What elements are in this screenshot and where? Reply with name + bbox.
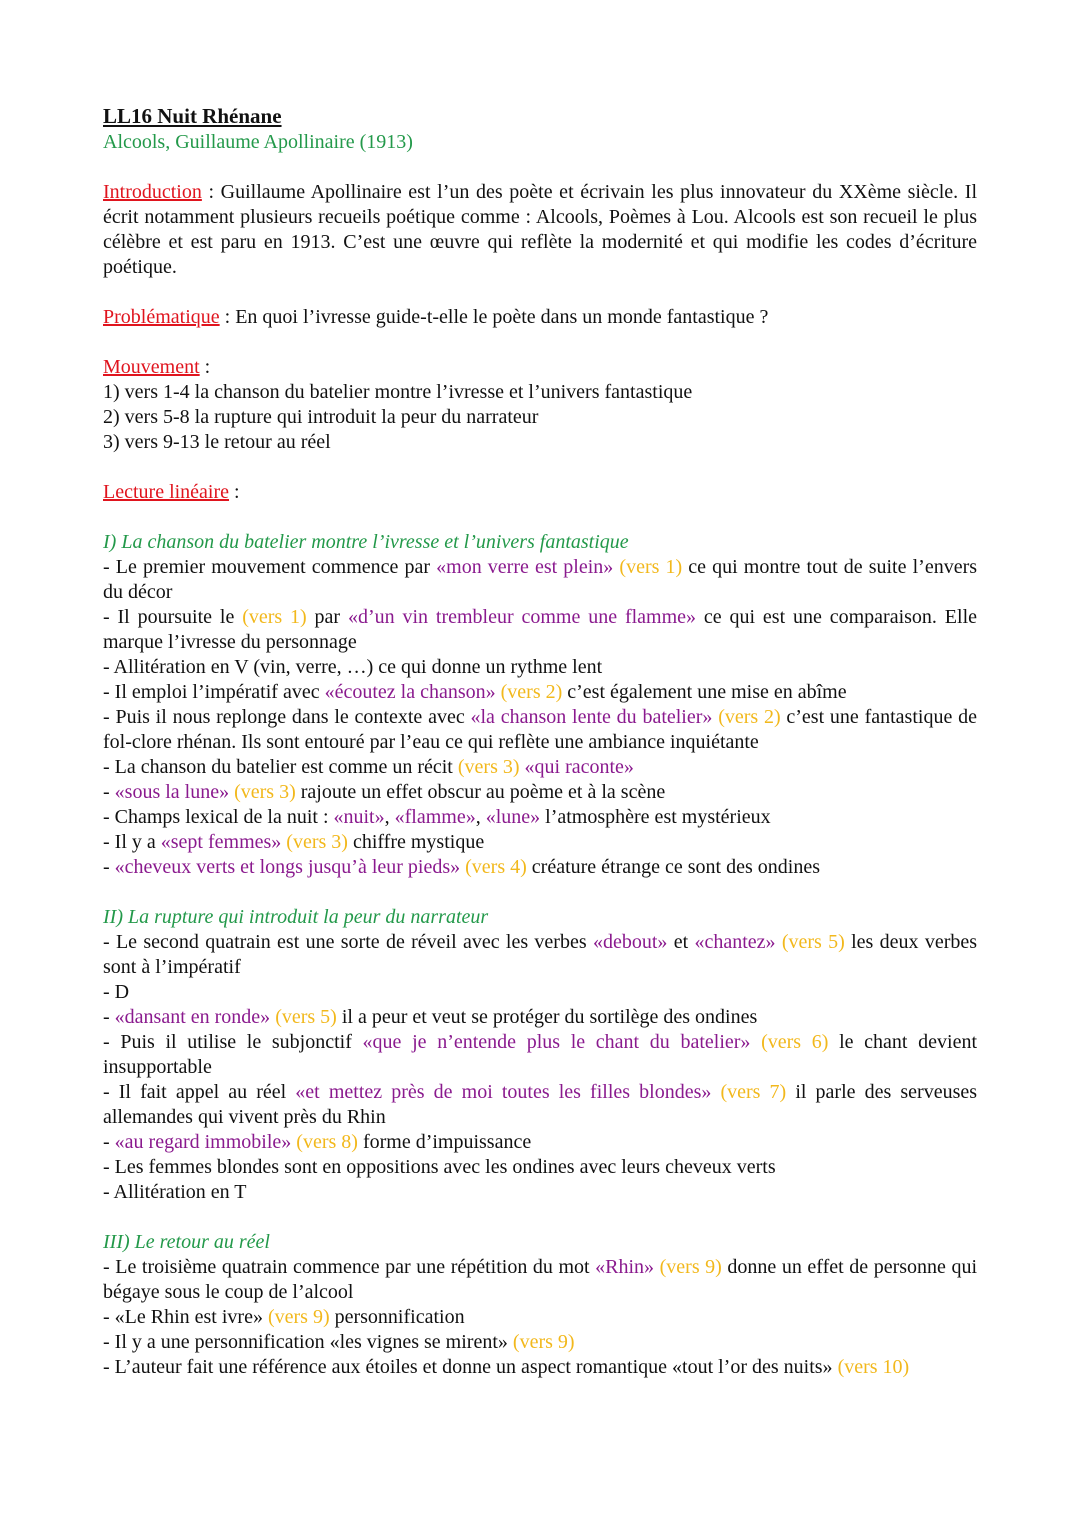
text-segment: - «Le Rhin est ivre» bbox=[103, 1306, 268, 1328]
verse-reference: (vers 9) bbox=[512, 1331, 575, 1353]
text-segment: - Le troisième quatrain commence par une répétition du mot bbox=[103, 1256, 596, 1278]
document-subtitle: Alcools, Guillaume Apollinaire (1913) bbox=[103, 131, 413, 153]
text-segment: 3) vers 9-13 le retour au réel bbox=[103, 431, 331, 453]
text-segment: - Il fait appel au réel bbox=[103, 1081, 296, 1103]
verse-reference: (vers 5) bbox=[781, 931, 845, 953]
poem-quote: «debout» bbox=[592, 931, 668, 953]
text-segment: : bbox=[229, 481, 240, 503]
text-segment: - Allitération en V (vin, verre, …) ce qui donne un rythme lent bbox=[103, 656, 603, 678]
text-segment: - D bbox=[103, 981, 130, 1003]
text-segment: personnification bbox=[329, 1306, 465, 1328]
paragraph bbox=[103, 1180, 977, 1205]
paragraph bbox=[103, 680, 977, 705]
text-segment: il a peur et veut se protéger du sortilège des ondines bbox=[336, 1006, 758, 1028]
paragraph bbox=[103, 104, 977, 130]
blank-line bbox=[103, 280, 977, 305]
poem-quote: «chantez» bbox=[694, 931, 776, 953]
paragraph bbox=[103, 705, 977, 755]
paragraph bbox=[103, 830, 977, 855]
paragraph bbox=[103, 430, 977, 455]
paragraph bbox=[103, 855, 977, 880]
text-segment: , bbox=[475, 806, 486, 828]
paragraph bbox=[103, 980, 977, 1005]
verse-reference: (vers 3) bbox=[234, 781, 296, 803]
paragraph bbox=[103, 1305, 977, 1330]
poem-quote: «qui raconte» bbox=[524, 756, 634, 778]
text-segment: - Champs lexical de la nuit : bbox=[103, 806, 334, 828]
paragraph bbox=[103, 605, 977, 655]
document-body bbox=[103, 104, 977, 1380]
poem-quote: «et mettez près de moi toutes les filles blondes» bbox=[295, 1081, 712, 1103]
text-segment: 2) vers 5-8 la rupture qui introduit la peur du narrateur bbox=[103, 406, 539, 428]
verse-reference: (vers 9) bbox=[267, 1306, 330, 1328]
blank-line bbox=[103, 880, 977, 905]
text-segment: par bbox=[306, 606, 348, 628]
section-heading-label: Mouvement bbox=[103, 356, 200, 378]
part-heading: I) La chanson du batelier montre l’ivresse et l’univers fantastique bbox=[103, 531, 629, 553]
paragraph bbox=[103, 1130, 977, 1155]
poem-quote: «sept femmes» bbox=[160, 831, 282, 853]
paragraph bbox=[103, 180, 977, 280]
paragraph bbox=[103, 405, 977, 430]
text-segment: , bbox=[384, 806, 395, 828]
paragraph bbox=[103, 1080, 977, 1130]
document-title: LL16 Nuit Rhénane bbox=[103, 104, 282, 128]
paragraph bbox=[103, 805, 977, 830]
text-segment: c’est une fantastique de fol-clore rhénan. Ils sont entouré par l’eau ce qui reflète une ambiance inquiétante bbox=[103, 706, 977, 753]
paragraph bbox=[103, 655, 977, 680]
paragraph bbox=[103, 1355, 977, 1380]
poem-quote: «cheveux verts et longs jusqu’à leur pieds» bbox=[114, 856, 461, 878]
paragraph bbox=[103, 1030, 977, 1080]
poem-quote: «d’un vin trembleur comme une flamme» bbox=[347, 606, 697, 628]
text-segment: - Il poursuite le bbox=[103, 606, 243, 628]
poem-quote: «que je n’entende plus le chant du batelier» bbox=[362, 1031, 751, 1053]
text-segment: - La chanson du batelier est comme un récit bbox=[103, 756, 458, 778]
paragraph bbox=[103, 380, 977, 405]
poem-quote: «mon verre est plein» bbox=[436, 556, 614, 578]
paragraph bbox=[103, 1005, 977, 1030]
part-heading: III) Le retour au réel bbox=[103, 1231, 270, 1253]
verse-reference: (vers 7) bbox=[720, 1081, 787, 1103]
verse-reference: (vers 1) bbox=[242, 606, 307, 628]
verse-reference: (vers 10) bbox=[837, 1356, 910, 1378]
text-segment: donne un effet de personne qui bégaye sous le coup de l’alcool bbox=[103, 1256, 978, 1303]
text-segment: - Puis il nous replonge dans le contexte avec bbox=[103, 706, 471, 728]
text-segment: - Puis il utilise le subjonctif bbox=[103, 1031, 363, 1053]
text-segment: - Les femmes blondes sont en oppositions avec les ondines avec leurs cheveux verts bbox=[103, 1156, 776, 1178]
verse-reference: (vers 3) bbox=[286, 831, 348, 853]
text-segment: - Le premier mouvement commence par bbox=[103, 556, 437, 578]
text-segment: - Allitération en T bbox=[103, 1181, 247, 1203]
section-heading-label: Lecture linéaire bbox=[103, 481, 230, 503]
verse-reference: (vers 1) bbox=[619, 556, 683, 578]
section-heading-label: Introduction bbox=[103, 181, 202, 203]
paragraph bbox=[103, 1155, 977, 1180]
text-segment: le chant devient insupportable bbox=[103, 1031, 978, 1078]
text-segment: ce qui est une comparaison. Elle marque l’ivresse du personnage bbox=[103, 606, 977, 653]
poem-quote: «dansant en ronde» bbox=[114, 1006, 271, 1028]
part-heading: II) La rupture qui introduit la peur du narrateur bbox=[103, 906, 489, 928]
verse-reference: (vers 4) bbox=[465, 856, 527, 878]
text-segment: - Le second quatrain est une sorte de réveil avec les verbes bbox=[103, 931, 593, 953]
paragraph bbox=[103, 555, 977, 605]
poem-quote: «Rhin» bbox=[595, 1256, 655, 1278]
text-segment: rajoute un effet obscur au poème et à la scène bbox=[295, 781, 666, 803]
text-segment: les deux verbes sont à l’impératif bbox=[103, 931, 978, 978]
text-segment: - Il emploi l’impératif avec bbox=[103, 681, 325, 703]
paragraph bbox=[103, 905, 977, 930]
text-segment: c’est également une mise en abîme bbox=[562, 681, 847, 703]
text-segment: : Guillaume Apollinaire est l’un des poète et écrivain les plus innovateur du XXème siècle. Il écrit notamment plusieurs recueils poétique comme : Alcools, Poèmes à Lou. Alcools est son recueil le plus célèbre et est paru en 1913. C’est une œuvre qui reflète la modernité et qui modifie les codes d’écriture poétique. bbox=[103, 181, 977, 278]
poem-quote: «sous la lune» bbox=[114, 781, 230, 803]
poem-quote: «écoutez la chanson» bbox=[324, 681, 496, 703]
poem-quote: «flamme» bbox=[394, 806, 476, 828]
paragraph bbox=[103, 1330, 977, 1355]
paragraph bbox=[103, 1230, 977, 1255]
poem-quote: «nuit» bbox=[333, 806, 385, 828]
text-segment: - bbox=[103, 781, 115, 803]
paragraph bbox=[103, 305, 977, 330]
text-segment: forme d’impuissance bbox=[357, 1131, 532, 1153]
verse-reference: (vers 2) bbox=[718, 706, 781, 728]
text-segment: : En quoi l’ivresse guide-t-elle le poète dans un monde fantastique ? bbox=[219, 306, 769, 328]
verse-reference: (vers 9) bbox=[659, 1256, 722, 1278]
text-segment: l’atmosphère est mystérieux bbox=[540, 806, 771, 828]
paragraph bbox=[103, 530, 977, 555]
poem-quote: «au regard immobile» bbox=[114, 1131, 292, 1153]
verse-reference: (vers 6) bbox=[761, 1031, 829, 1053]
text-segment: - Il y a bbox=[103, 831, 161, 853]
blank-line bbox=[103, 330, 977, 355]
verse-reference: (vers 2) bbox=[500, 681, 563, 703]
verse-reference: (vers 5) bbox=[275, 1006, 337, 1028]
text-segment: 1) vers 1-4 la chanson du batelier montre l’ivresse et l’univers fantastique bbox=[103, 381, 693, 403]
text-segment: : bbox=[199, 356, 211, 378]
paragraph bbox=[103, 130, 977, 155]
paragraph bbox=[103, 480, 977, 505]
paragraph bbox=[103, 755, 977, 780]
blank-line bbox=[103, 155, 977, 180]
paragraph bbox=[103, 355, 977, 380]
poem-quote: «la chanson lente du batelier» bbox=[470, 706, 713, 728]
blank-line bbox=[103, 455, 977, 480]
text-segment bbox=[750, 1031, 761, 1053]
verse-reference: (vers 8) bbox=[296, 1131, 358, 1153]
text-segment: - bbox=[103, 1006, 115, 1028]
paragraph bbox=[103, 780, 977, 805]
text-segment: il parle des serveuses allemandes qui vivent près du Rhin bbox=[103, 1081, 978, 1128]
text-segment: - L’auteur fait une référence aux étoiles et donne un aspect romantique «tout l’or des nuits» bbox=[103, 1356, 838, 1378]
paragraph bbox=[103, 930, 977, 980]
paragraph bbox=[103, 1255, 977, 1305]
verse-reference: (vers 3) bbox=[457, 756, 520, 778]
text-segment: et bbox=[667, 931, 695, 953]
text-segment: ce qui montre tout de suite l’envers du décor bbox=[103, 556, 978, 603]
text-segment: chiffre mystique bbox=[347, 831, 485, 853]
text-segment: - bbox=[103, 1131, 115, 1153]
section-heading-label: Problématique bbox=[103, 306, 220, 328]
text-segment: - bbox=[103, 856, 115, 878]
blank-line bbox=[103, 1205, 977, 1230]
text-segment: - Il y a une personnification «les vignes se mirent» bbox=[103, 1331, 513, 1353]
poem-quote: «lune» bbox=[485, 806, 541, 828]
text-segment: créature étrange ce sont des ondines bbox=[526, 856, 820, 878]
blank-line bbox=[103, 505, 977, 530]
